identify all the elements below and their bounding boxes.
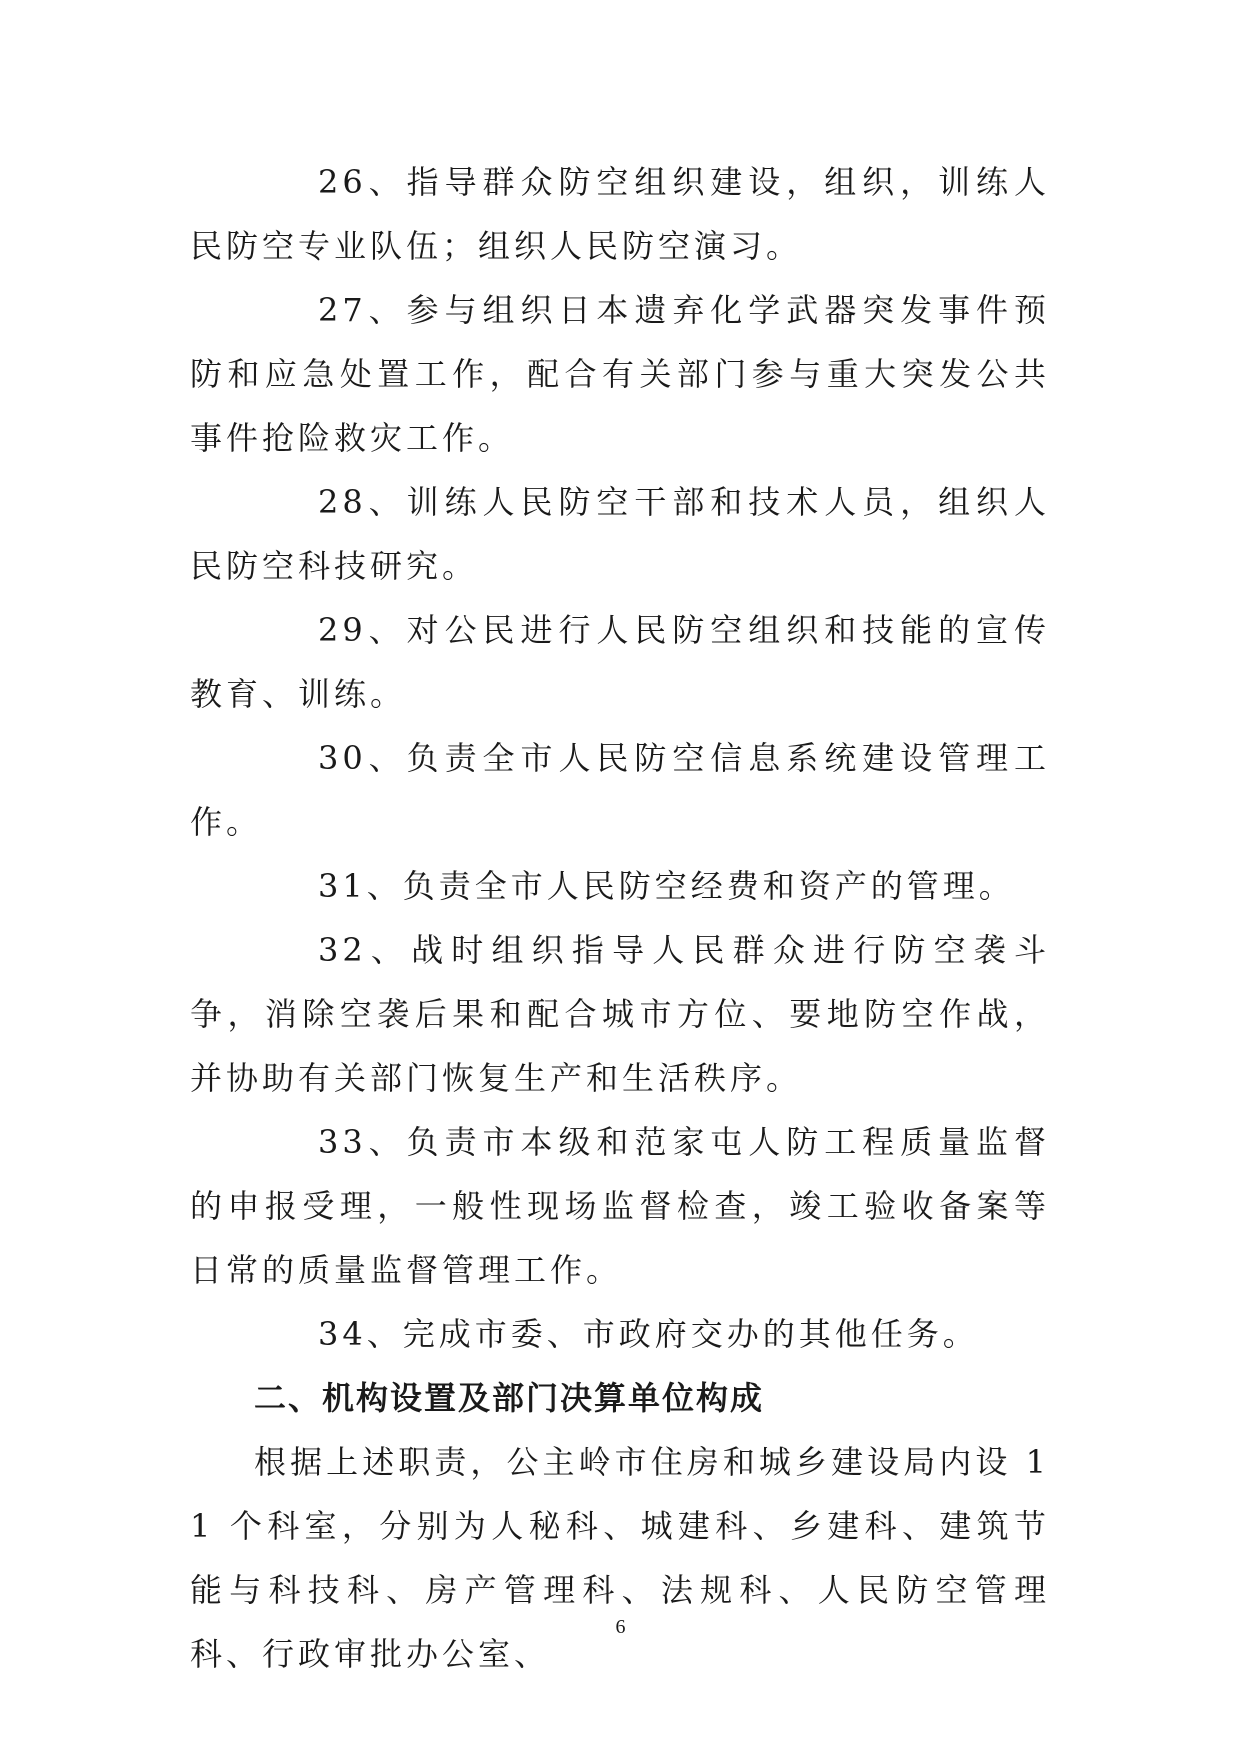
duty-item-29: 29、对公民进行人民防空组织和技能的宣传教育、训练。 <box>190 611 1050 713</box>
duty-item-32: 32、战时组织指导人民群众进行防空袭斗争，消除空袭后果和配合城市方位、要地防空作战，并协助有关部门恢复生产和生活秩序。 <box>190 931 1050 1097</box>
duty-item-30: 30、负责全市人民防空信息系统建设管理工作。 <box>190 739 1050 841</box>
section-heading: 二、机构设置及部门决算单位构成 <box>254 1379 765 1417</box>
duty-item-27: 27、参与组织日本遗弃化学武器突发事件预防和应急处置工作，配合有关部门参与重大突发公共事件抢险救灾工作。 <box>190 291 1050 457</box>
duty-item-31: 31、负责全市人民防空经费和资产的管理。 <box>318 867 1015 905</box>
section-body-paragraph: 根据上述职责，公主岭市住房和城乡建设局内设 11 个科室，分别为人秘科、城建科、乡建科、建筑节能与科技科、房产管理科、法规科、人民防空管理科、行政审批办公室、 <box>190 1443 1050 1673</box>
duty-item-28: 28、训练人民防空干部和技术人员，组织人民防空科技研究。 <box>190 483 1050 585</box>
duty-item-34: 34、完成市委、市政府交办的其他任务。 <box>318 1315 979 1353</box>
duty-item-26: 26、指导群众防空组织建设，组织，训练人民防空专业队伍；组织人民防空演习。 <box>190 163 1050 265</box>
page-number: 6 <box>615 1616 626 1638</box>
duty-item-33: 33、负责市本级和范家屯人防工程质量监督的申报受理，一般性现场监督检查，竣工验收备案等日常的质量监督管理工作。 <box>190 1123 1050 1289</box>
document-body <box>190 150 1050 1686</box>
